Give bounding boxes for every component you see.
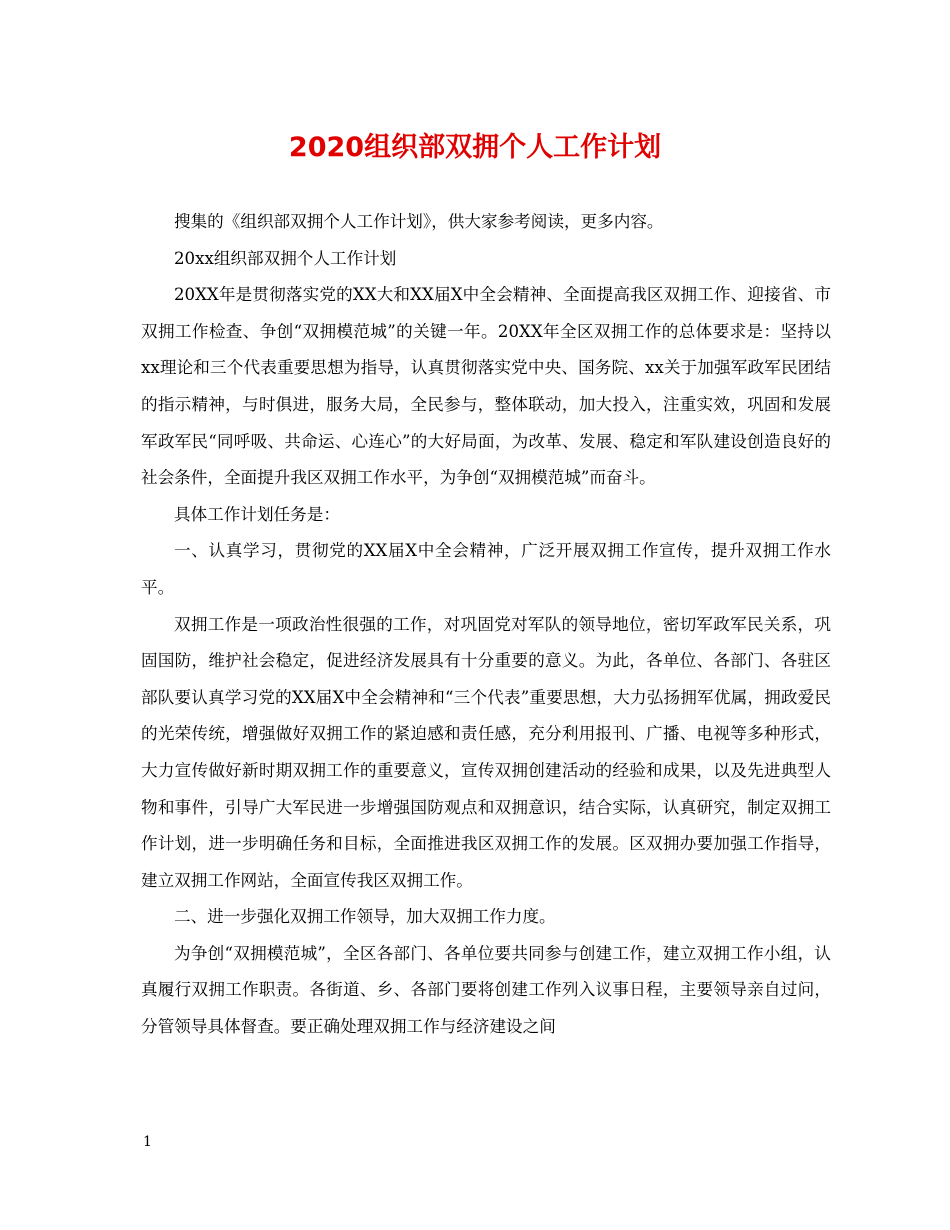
paragraph-intro: 搜集的《组织部双拥个人工作计划》，供大家参考阅读，更多内容。 — [174, 212, 664, 231]
document-body — [141, 204, 831, 1046]
paragraph-tasks-heading: 具体工作计划任务是： — [174, 504, 340, 524]
paragraph-section-one-body: 双拥工作是一项政治性很强的工作，对巩固党对军队的领导地位，密切军政军民关系，巩固国防，维护社会稳定，促进经济发展具有十分重要的意义。为此，各单位、各部门、各驻区部队要认真学习党的XX届X中全会精神和“三个代表”重要思想，大力弘扬拥军优属，拥政爱民的光荣传统，增强做好双拥工作的紧迫感和责任感，充分利用报刊、广播、电视等多种形式，大力宣传做好新时期双拥工作的重要意义，宣传双拥创建活动的经验和成果，以及先进典型人物和事件，引导广大军民进一步增强国防观点和双拥意识，结合实际，认真研究，制定双拥工作计划，进一步明确任务和目标，全面推进我区双拥工作的发展。区双拥办要加强工作指导，建立双拥工作网站，全面宣传我区双拥工作。 — [141, 614, 831, 890]
document-title: 2020组织部双拥个人工作计划 — [288, 132, 662, 163]
page-number: 1 — [143, 1134, 152, 1150]
paragraph-overview: 20XX年是贯彻落实党的XX大和XX届X中全会精神、全面提高我区双拥工作、迎接省、市双拥工作检查、争创“双拥模范城”的关键一年。20XX年全区双拥工作的总体要求是：坚持以xx理论和三个代表重要思想为指导，认真贯彻落实党中央、国务院、xx关于加强军政军民团结的指示精神，与时俱进，服务大局，全民参与，整体联动，加大投入，注重实效，巩固和发展军政军民“同呼吸、共命运、心连心”的大好局面，为改革、发展、稳定和军队建设创造良好的社会条件，全面提升我区双拥工作水平，为争创“双拥模范城”而奋斗。 — [141, 285, 831, 488]
paragraph-subtitle: 20xx组织部双拥个人工作计划 — [174, 248, 397, 268]
paragraph-section-one-heading: 一、认真学习，贯彻党的XX届X中全会精神，广泛开展双拥工作宣传，提升双拥工作水平。 — [141, 541, 831, 597]
paragraph-section-two-heading: 二、进一步强化双拥工作领导，加大双拥工作力度。 — [174, 907, 556, 927]
paragraph-section-two-body: 为争创“双拥模范城”，全区各部门、各单位要共同参与创建工作，建立双拥工作小组，认真履行双拥工作职责。各街道、乡、各部门要将创建工作列入议事日程，主要领导亲自过问，分管领导具体督查。要正确处理双拥工作与经济建设之间 — [141, 943, 831, 1037]
